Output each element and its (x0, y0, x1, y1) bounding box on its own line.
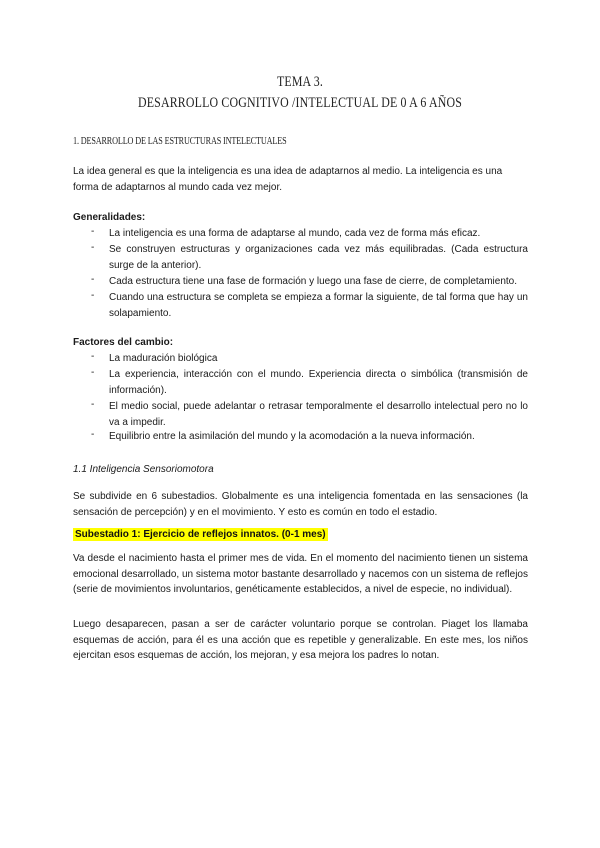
bullet-marker: - (91, 242, 95, 253)
generalidades-item: La inteligencia es una forma de adaptarse al mundo, cada vez de forma más eficaz. (109, 228, 481, 239)
subestadio-paragraph-2: Luego desaparecen, pasan a ser de carácter voluntario porque se controlan. Piaget los llamaba esquemas de acción, para él es una acción que es repetible y generalizable. En este mes, los niños ejercitan esos esquemas de acción, los mejoran, y esa mejora los padres lo notan. (73, 619, 528, 661)
factores-heading: Factores del cambio: (73, 337, 174, 348)
bullet-marker: - (91, 274, 95, 285)
bullet-marker: - (91, 351, 95, 362)
subestadio-paragraph-1: Va desde el nacimiento hasta el primer mes de vida. En el momento del nacimiento tienen un sistema emocional desarrollado, un sistema motor bastante desarrollado y nacemos con un sistema de reflejos (serie de movimientos involuntarios, genéticamente establecidos, a nivel de especie, no individual). (73, 553, 528, 595)
generalidades-item: Cuando una estructura se completa se empieza a formar la siguiente, de tal forma que hay un solapamiento. (109, 292, 528, 319)
bullet-marker: - (91, 429, 95, 440)
factores-item: La experiencia, interacción con el mundo. Experiencia directa o simbólica (transmisión de información). (109, 369, 528, 396)
bullet-marker: - (91, 226, 95, 237)
bullet-marker: - (91, 290, 95, 301)
subsection-paragraph: Se subdivide en 6 subestadios. Globalmente es una inteligencia fomentada en las sensaciones (la sensación de percepción) y en el movimiento. Y esto es común en todo el estadio. (73, 491, 528, 518)
factores-item: La maduración biológica (109, 353, 218, 364)
intro-paragraph: La idea general es que la inteligencia es una idea de adaptarnos al medio. La inteligencia es una forma de adaptarnos al mundo cada vez mejor. (73, 166, 503, 193)
bullet-marker: - (91, 399, 95, 410)
bullet-marker: - (91, 367, 95, 378)
subsection-heading: 1.1 Inteligencia Sensoriomotora (73, 464, 214, 475)
generalidades-heading: Generalidades: (73, 212, 146, 223)
section-heading: 1. DESARROLLO DE LAS ESTRUCTURAS INTELECTUALES (73, 136, 287, 147)
generalidades-item: Se construyen estructuras y organizaciones cada vez más equilibradas. (Cada estructura surge de la anterior). (109, 244, 528, 271)
factores-item: Equilibrio entre la asimilación del mundo y la acomodación a la nueva información. (109, 431, 475, 442)
generalidades-item: Cada estructura tiene una fase de formación y luego una fase de cierre, de completamiento. (109, 276, 518, 287)
document-title-line2: DESARROLLO COGNITIVO /INTELECTUAL DE 0 A 6 AÑOS (137, 95, 462, 111)
subestadio-heading-highlighted: Subestadio 1: Ejercicio de reflejos innatos. (0-1 mes) (75, 529, 326, 540)
factores-item: El medio social, puede adelantar o retrasar temporalmente el desarrollo intelectual pero no lo va a impedir. (109, 401, 528, 428)
document-title-line1: TEMA 3. (276, 74, 324, 90)
